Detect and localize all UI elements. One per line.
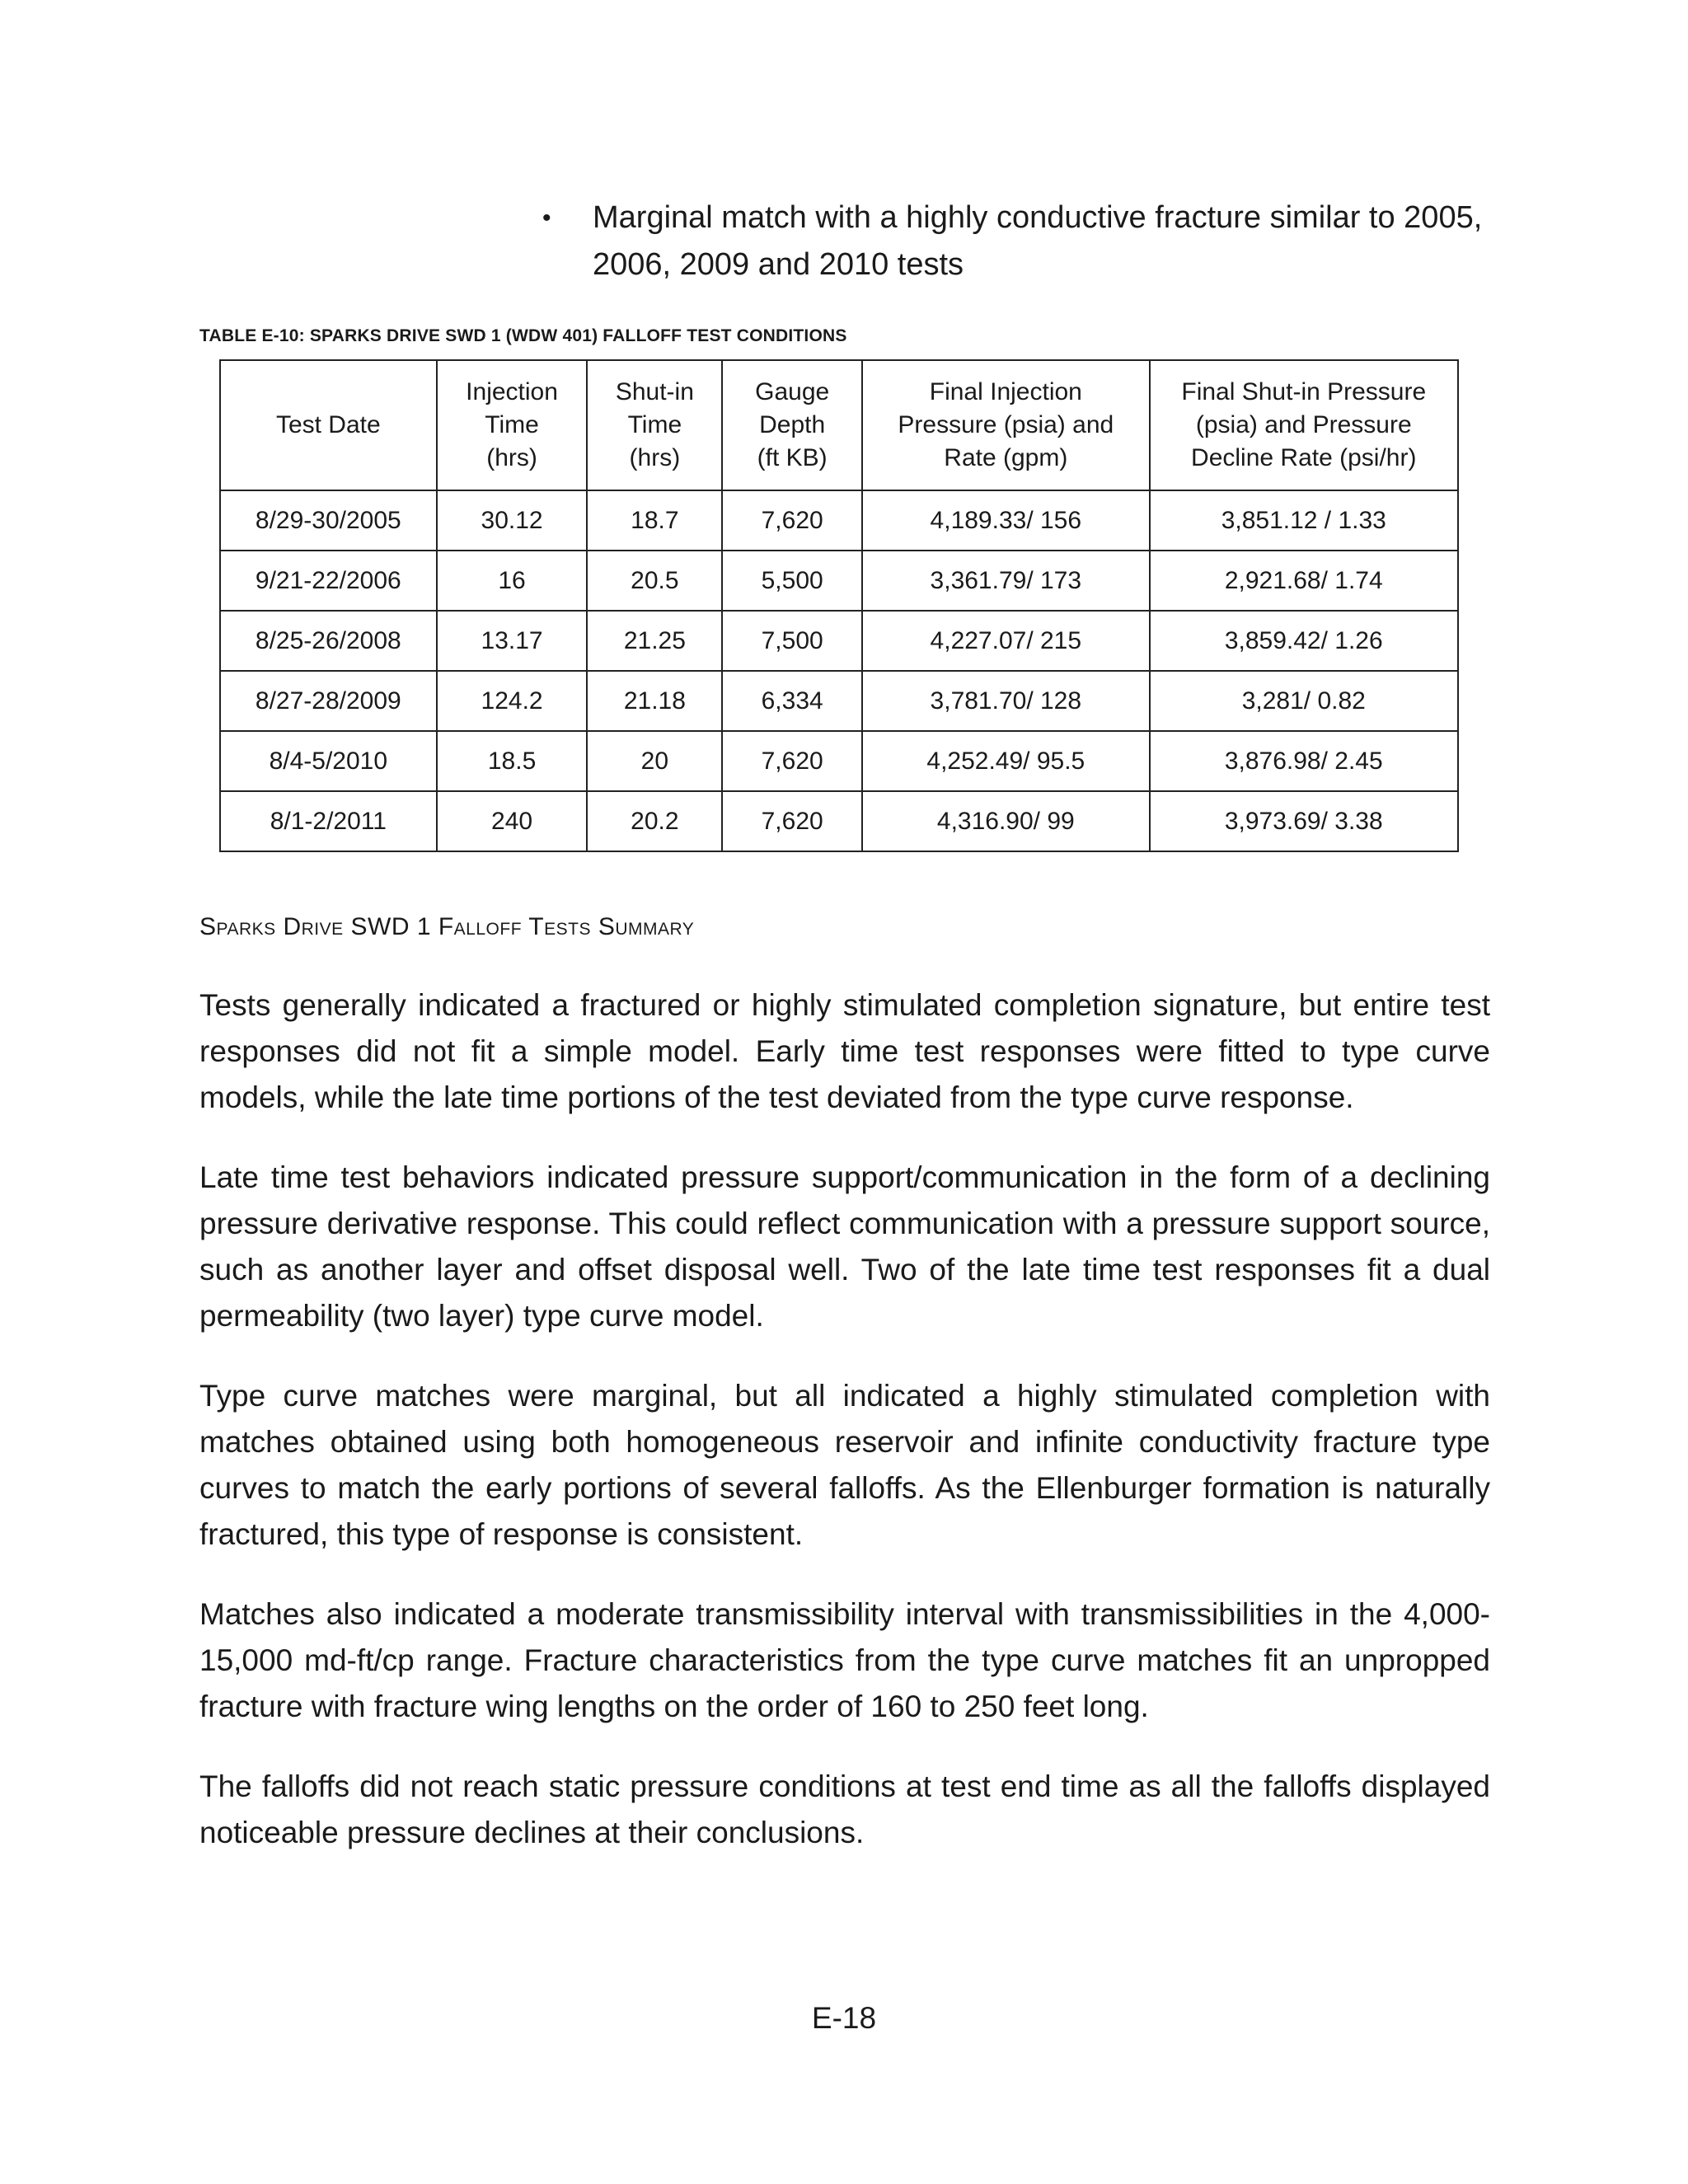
- table-cell: 20.2: [587, 791, 722, 851]
- table-cell: 2,921.68/ 1.74: [1150, 551, 1458, 611]
- table-cell: 20: [587, 731, 722, 791]
- table-row: [220, 490, 1458, 551]
- header-line: Time: [627, 411, 682, 438]
- table-cell: 21.18: [587, 671, 722, 731]
- table-cell: 5,500: [722, 551, 862, 611]
- table-row: [220, 791, 1458, 851]
- table-cell: 8/1-2/2011: [220, 791, 437, 851]
- table-cell: 20.5: [587, 551, 722, 611]
- header-line: Shut-in: [615, 378, 694, 405]
- table-cell: 4,252.49/ 95.5: [862, 731, 1149, 791]
- table-cell: 3,361.79/ 173: [862, 551, 1149, 611]
- paragraph: Matches also indicated a moderate transmissibility interval with transmissibilities in the 4,000-15,000 md-ft/cp range. Fracture characteristics from the type curve matches fit an unpropped fracture with fracture wing lengths on the order of 160 to 250 feet long.: [199, 1597, 1490, 1723]
- table-cell: 4,189.33/ 156: [862, 490, 1149, 551]
- table-cell: 3,851.12 / 1.33: [1150, 490, 1458, 551]
- header-line: Rate (gpm): [944, 444, 1068, 471]
- table-row: [220, 731, 1458, 791]
- table-cell: 4,316.90/ 99: [862, 791, 1149, 851]
- table-row: [220, 671, 1458, 731]
- falloff-test-conditions-table: [219, 359, 1459, 852]
- table-cell: 4,227.07/ 215: [862, 611, 1149, 671]
- table-cell: 3,281/ 0.82: [1150, 671, 1458, 731]
- header-line: Time: [485, 411, 539, 438]
- table-cell: 7,620: [722, 791, 862, 851]
- table-cell: 8/4-5/2010: [220, 731, 437, 791]
- table-cell: 30.12: [437, 490, 588, 551]
- header-shut-in-time: [587, 360, 722, 490]
- page-number: E-18: [811, 2001, 877, 2035]
- header-line: Final Injection: [929, 378, 1082, 405]
- header-line: Injection: [466, 378, 558, 405]
- paragraph: Type curve matches were marginal, but all indicated a highly stimulated completion with matches obtained using both homogeneous reservoir and infinite conductivity fracture type curves to match the early portions of several falloffs. As the Ellenburger formation is naturally fractured, this type of response is consistent.: [199, 1379, 1490, 1551]
- paragraph: Late time test behaviors indicated pressure support/communication in the form of a declining pressure derivative response. This could reflect communication with a pressure support source, such as another layer and offset disposal well. Two of the late time test responses fit a dual permeability (two layer) type curve model.: [199, 1160, 1490, 1333]
- section-heading: Sparks Drive SWD 1 Falloff Tests Summary: [199, 913, 695, 940]
- table-cell: 13.17: [437, 611, 588, 671]
- table-cell: 3,859.42/ 1.26: [1150, 611, 1458, 671]
- table-cell: 18.7: [587, 490, 722, 551]
- table-row: [220, 551, 1458, 611]
- table-cell: 3,781.70/ 128: [862, 671, 1149, 731]
- table-cell: 21.25: [587, 611, 722, 671]
- bullet-icon: •: [542, 204, 551, 232]
- table-caption: TABLE E-10: SPARKS DRIVE SWD 1 (WDW 401) FALLOFF TEST CONDITIONS: [199, 326, 847, 345]
- header-injection-time: [437, 360, 588, 490]
- bullet-text: Marginal match with a highly conductive fracture similar to 2005, 2006, 2009 and 2010 tests: [593, 200, 1483, 282]
- header-line: (ft KB): [757, 444, 828, 471]
- summary-body: [199, 982, 1490, 1890]
- header-line: (hrs): [486, 444, 537, 471]
- table-cell: 18.5: [437, 731, 588, 791]
- header-final-shut-in: [1150, 360, 1458, 490]
- table-cell: 16: [437, 551, 588, 611]
- table-cell: 9/21-22/2006: [220, 551, 437, 611]
- table-cell: 3,876.98/ 2.45: [1150, 731, 1458, 791]
- header-line: Gauge: [755, 378, 830, 405]
- table-cell: 124.2: [437, 671, 588, 731]
- table-header-row: [220, 360, 1458, 490]
- header-gauge-depth: [722, 360, 862, 490]
- paragraph: Tests generally indicated a fractured or highly stimulated completion signature, but entire test responses did not fit a simple model. Early time test responses were fitted to type curve models, while the late time portions of the test deviated from the type curve response.: [199, 988, 1490, 1114]
- table-cell: 7,620: [722, 490, 862, 551]
- bullet-item: [542, 194, 1490, 288]
- header-line: Decline Rate (psi/hr): [1191, 444, 1417, 471]
- table-row: [220, 611, 1458, 671]
- header-line: (hrs): [629, 444, 681, 471]
- header-line: Pressure (psia) and: [898, 411, 1114, 438]
- table-cell: 7,620: [722, 731, 862, 791]
- header-line: (psia) and Pressure: [1195, 411, 1412, 438]
- header-final-injection: [862, 360, 1149, 490]
- header-line: Test Date: [275, 411, 381, 438]
- header-line: Depth: [759, 411, 826, 438]
- table-cell: 3,973.69/ 3.38: [1150, 791, 1458, 851]
- table-cell: 8/25-26/2008: [220, 611, 437, 671]
- header-line: Final Shut-in Pressure: [1181, 378, 1427, 405]
- table-cell: 8/27-28/2009: [220, 671, 437, 731]
- header-test-date: [220, 360, 437, 490]
- table-cell: 8/29-30/2005: [220, 490, 437, 551]
- table-cell: 6,334: [722, 671, 862, 731]
- paragraph: The falloffs did not reach static pressure conditions at test end time as all the falloffs displayed noticeable pressure declines at their conclusions.: [199, 1769, 1490, 1849]
- table-cell: 240: [437, 791, 588, 851]
- table-cell: 7,500: [722, 611, 862, 671]
